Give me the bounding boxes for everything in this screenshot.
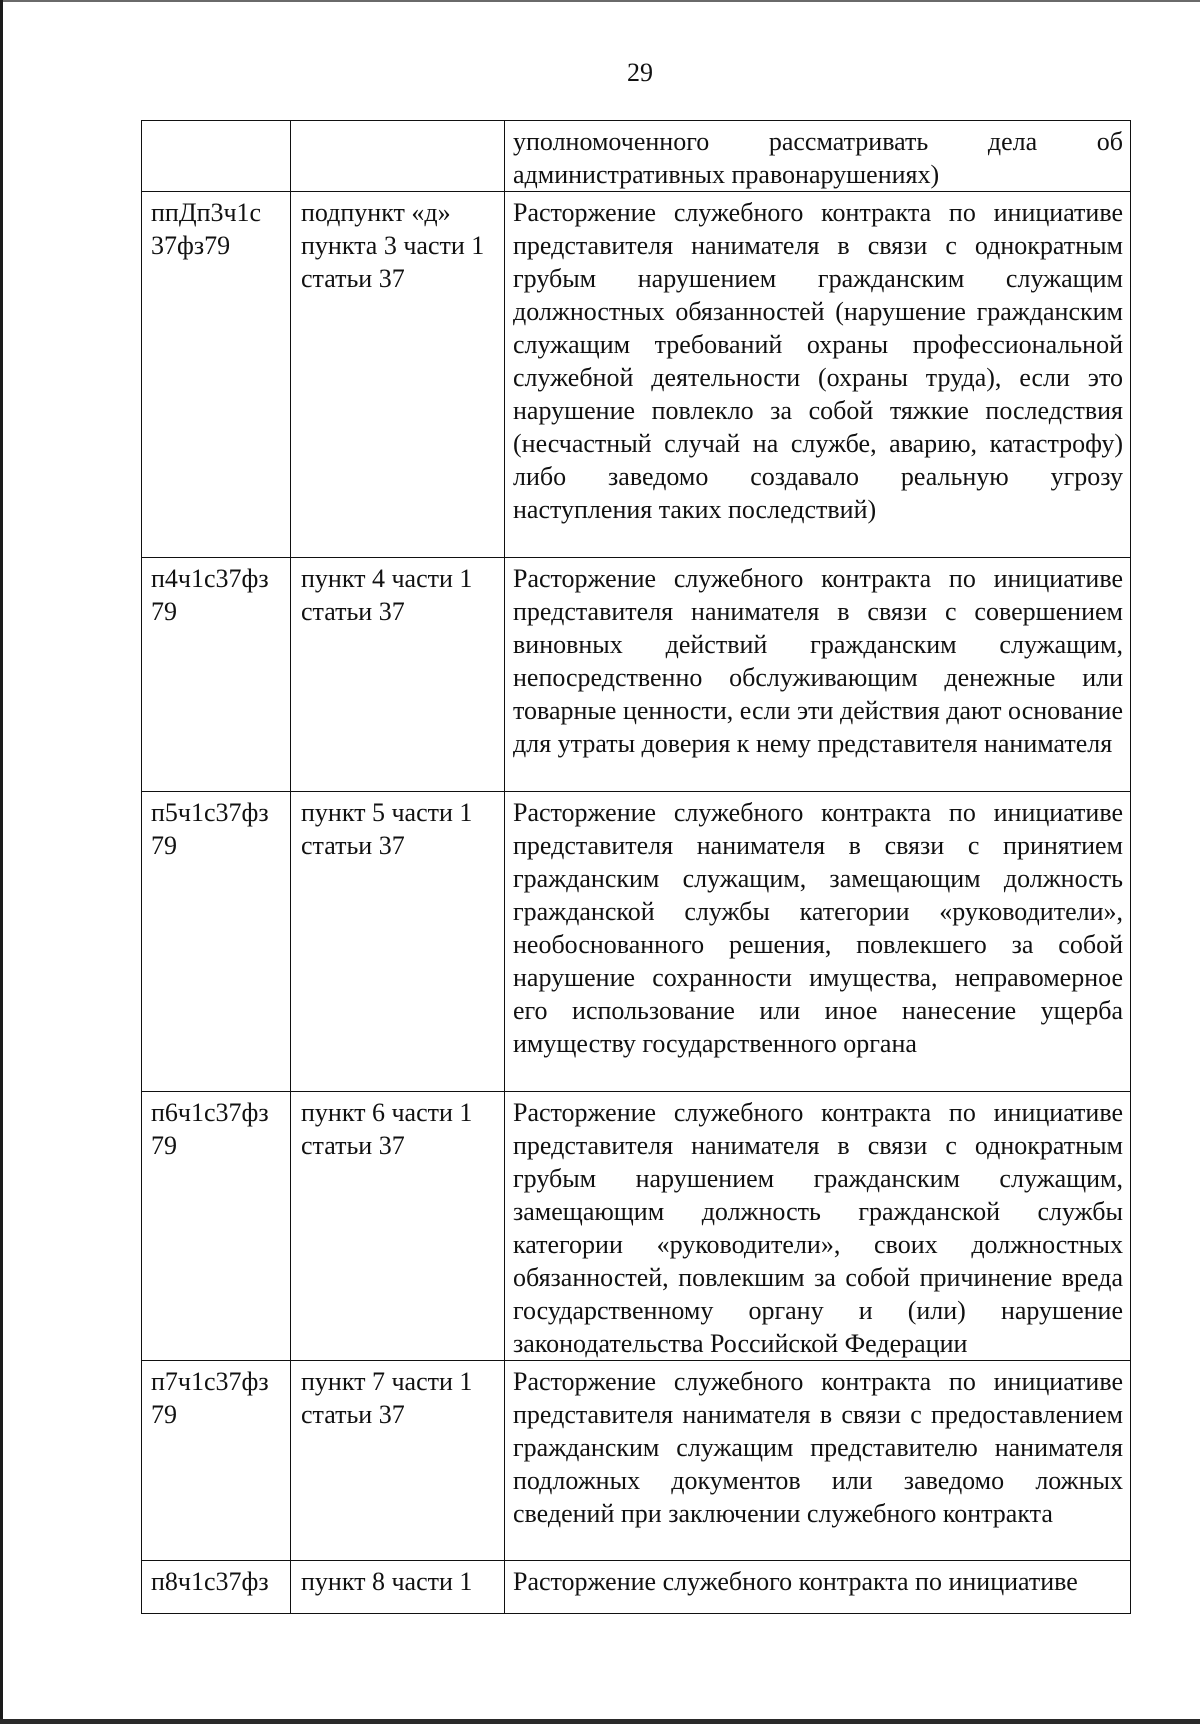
scan-edge-top — [0, 0, 1200, 2]
row-code-cell: п6ч1с37фз 79 — [142, 1092, 291, 1361]
table-row — [142, 792, 1131, 1092]
row-reference-cell: пункт 8 части 1 — [291, 1561, 505, 1614]
row-description-cell: Расторжение служебного контракта по инициативе представителя нанимателя в связи с однократным грубым нарушением гражданским служащим, замещающим должность гражданской службы категории «руководители», своих должностных обязанностей, повлекшим за собой причинение вреда государственному органу и (или) нарушение законодательства Российской Федерации — [505, 1092, 1131, 1361]
row-description-cell: Расторжение служебного контракта по инициативе — [505, 1561, 1131, 1614]
row-reference-cell: пункт 7 части 1 статьи 37 — [291, 1361, 505, 1561]
row-description-cell: уполномоченного рассматривать дела об административных правонарушениях) — [505, 121, 1131, 192]
row-reference-cell: пункт 5 части 1 статьи 37 — [291, 792, 505, 1092]
table-row — [142, 1361, 1131, 1561]
table-row — [142, 1092, 1131, 1361]
row-reference-cell — [291, 121, 505, 192]
row-code-cell: п8ч1с37фз — [142, 1561, 291, 1614]
row-code-cell: ппДп3ч1с 37фз79 — [142, 192, 291, 558]
scan-edge-bottom — [0, 1719, 1200, 1724]
row-description-cell: Расторжение служебного контракта по инициативе представителя нанимателя в связи с однократным грубым нарушением гражданским служащим должностных обязанностей (нарушение гражданским служащим требований охраны профессиональной служебной деятельности (охраны труда), если это нарушение повлекло за собой тяжкие последствия (несчастный случай на службе, аварию, катастрофу) либо заведомо создавало реальную угрозу наступления таких последствий) — [505, 192, 1131, 558]
table-row — [142, 558, 1131, 792]
row-description-cell: Расторжение служебного контракта по инициативе представителя нанимателя в связи с предоставлением гражданским служащим представителю нанимателя подложных документов или заведомо ложных сведений при заключении служебного контракта — [505, 1361, 1131, 1561]
table-row — [142, 121, 1131, 192]
row-reference-cell: пункт 4 части 1 статьи 37 — [291, 558, 505, 792]
legal-basis-table — [141, 120, 1131, 1614]
table-row — [142, 1561, 1131, 1614]
row-reference-cell: пункт 6 части 1 статьи 37 — [291, 1092, 505, 1361]
page-number: 29 — [627, 58, 653, 87]
row-description-cell: Расторжение служебного контракта по инициативе представителя нанимателя в связи с совершением виновных действий гражданским служащим, непосредственно обслуживающим денежные или товарные ценности, если эти действия дают основание для утраты доверия к нему представителя нанимателя — [505, 558, 1131, 792]
row-code-cell: п7ч1с37фз 79 — [142, 1361, 291, 1561]
row-code-cell: п4ч1с37фз 79 — [142, 558, 291, 792]
row-code-cell: п5ч1с37фз 79 — [142, 792, 291, 1092]
table-row — [142, 192, 1131, 558]
scan-edge-left — [0, 0, 3, 1724]
row-code-cell — [142, 121, 291, 192]
row-reference-cell: подпункт «д» пункта 3 части 1 статьи 37 — [291, 192, 505, 558]
row-description-cell: Расторжение служебного контракта по инициативе представителя нанимателя в связи с принятием гражданским служащим, замещающим должность гражданской службы категории «руководители», необоснованного решения, повлекшего за собой нарушение сохранности имущества, неправомерное его использование или иное нанесение ущерба имуществу государственного органа — [505, 792, 1131, 1092]
